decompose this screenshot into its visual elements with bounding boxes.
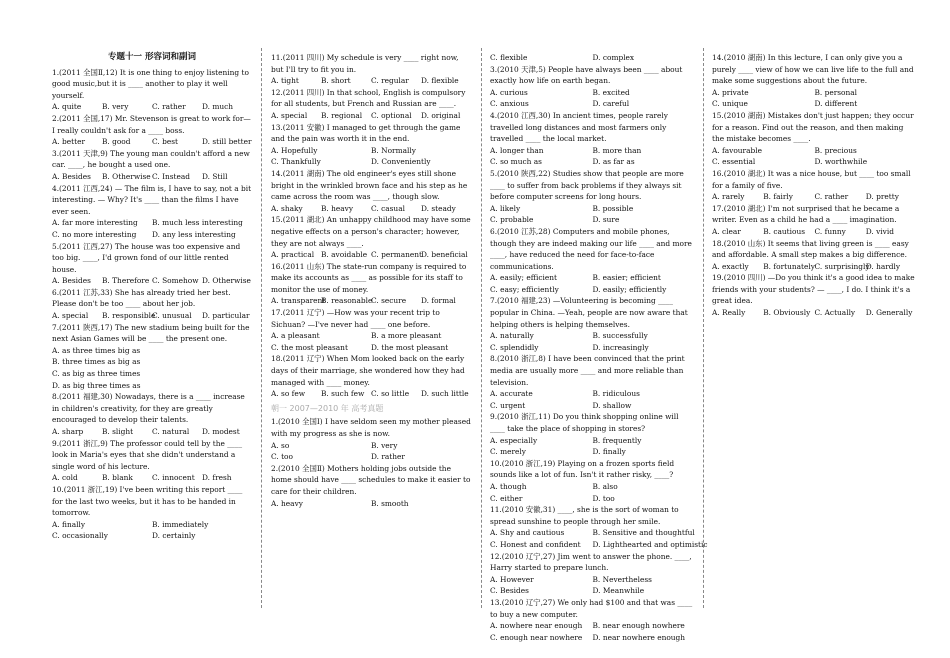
answer-option: A. Besides bbox=[52, 276, 91, 286]
question-stem: 18.(2011 辽宁) When Mom looked back on the early days of their marriage, she wondered how they had managed with ____ money. bbox=[271, 354, 465, 387]
answer-option: C. best bbox=[152, 137, 178, 147]
question bbox=[271, 122, 471, 168]
answer-option: D. shallow bbox=[592, 400, 632, 410]
question bbox=[490, 551, 695, 597]
answer-option: A. clear bbox=[712, 226, 741, 236]
answer-option: C. either bbox=[490, 493, 523, 503]
question bbox=[490, 168, 695, 226]
answer-option: A. private bbox=[712, 87, 749, 97]
answer-option: B. such few bbox=[321, 389, 365, 399]
question bbox=[271, 168, 471, 214]
answer-options bbox=[712, 261, 917, 273]
answer-options bbox=[271, 498, 471, 510]
question bbox=[52, 183, 252, 241]
answer-option: A. exactly bbox=[712, 261, 749, 271]
answer-option: C. too bbox=[271, 452, 293, 462]
answer-option: B. personal bbox=[814, 87, 858, 97]
question-stem: 13.(2011 安徽) I managed to get through the game and the pain was worth it in the end. bbox=[271, 122, 461, 144]
answer-option: B. regional bbox=[321, 110, 363, 120]
answer-option: C. rather bbox=[152, 102, 186, 112]
question-stem: 9.(2010 浙江,11) Do you think shopping online will ____ take the place of shopping in stores? bbox=[490, 412, 679, 433]
answer-options bbox=[271, 145, 471, 168]
answer-option: B. precious bbox=[814, 145, 857, 155]
answer-option: A. especially bbox=[490, 435, 538, 445]
answer-option: B. three times as big as bbox=[52, 357, 141, 367]
question bbox=[490, 504, 708, 550]
question-stem: 14.(2011 湖南) The old engineer's eyes still shone bright in the wrinkled brown face and his step as he came across the room was ____, though slow. bbox=[271, 168, 468, 202]
answer-option: A. accurate bbox=[490, 389, 533, 399]
answer-options bbox=[271, 110, 471, 122]
question bbox=[52, 113, 252, 148]
answer-options bbox=[271, 295, 471, 307]
question-stem: 7.(2010 福建,23) —Volunteering is becoming ____ popular in China. —Yeah, people are now aware that helping others is helping themselves. bbox=[490, 296, 688, 329]
question-list bbox=[271, 52, 471, 400]
question-stem: 19.(2010 四川) —Do you think it's a good idea to make friends with your students? — ____, I do. I think it's a great idea. bbox=[712, 273, 915, 306]
question-stem: 10.(2010 浙江,19) Playing on a frozen sports field sounds like a lot of fun. Isn't it rather risky, ____? bbox=[490, 458, 675, 480]
answer-option: C. rather bbox=[814, 192, 849, 202]
answer-option: D. Meanwhile bbox=[592, 586, 645, 596]
question-stem: 8.(2011 福建,30) Nowadays, there is a ____ increase in children's creativity, for they are greatly encouraged to develop their talents. bbox=[52, 392, 245, 425]
answer-option: C. merely bbox=[490, 447, 526, 457]
question bbox=[271, 463, 471, 509]
answer-option: D. the most pleasant bbox=[371, 342, 449, 352]
answer-options bbox=[490, 203, 695, 226]
question bbox=[52, 484, 252, 542]
answer-options bbox=[52, 519, 252, 542]
answer-option: B. smooth bbox=[371, 498, 409, 508]
answer-option: D. too bbox=[592, 493, 615, 503]
answer-option: B. reasonable bbox=[321, 296, 373, 306]
answer-options bbox=[271, 330, 471, 353]
answer-option: D. Generally bbox=[865, 308, 913, 318]
question-list bbox=[490, 52, 708, 643]
answer-option: C. flexible bbox=[490, 53, 528, 62]
answer-option: B. blank bbox=[102, 473, 133, 483]
answer-option: A. tight bbox=[271, 76, 299, 86]
question-stem: 10.(2011 浙江,19) I've been writing this report ____ for the last two weeks, but it has to be handed in tomorrow. bbox=[52, 484, 243, 518]
answer-option: D. flexible bbox=[421, 76, 459, 86]
answer-option: A. However bbox=[490, 574, 534, 584]
answer-options bbox=[490, 388, 695, 411]
answer-option: A. likely bbox=[490, 203, 521, 213]
answer-options bbox=[52, 426, 252, 438]
answer-option: C. so much as bbox=[490, 157, 542, 167]
answer-option: D. any less interesting bbox=[152, 229, 236, 239]
answer-option: A. favourable bbox=[712, 145, 762, 155]
question-stem: 1.(2010 全国Ⅰ) I have seldom seen my mother pleased with my progress as she is now. bbox=[271, 417, 471, 438]
question-stem: 16.(2010 湖北) It was a nice house, but ____ too small for a family of five. bbox=[712, 168, 911, 190]
answer-options bbox=[52, 101, 252, 113]
question bbox=[490, 458, 695, 504]
answer-option: C. the most pleasant bbox=[271, 342, 348, 352]
column-divider bbox=[261, 48, 262, 608]
question bbox=[490, 353, 695, 411]
answer-option: C. Actually bbox=[814, 308, 856, 318]
question-stem: 3.(2011 天津,9) The young man couldn't afford a new car. ____, he bought a used one. bbox=[52, 148, 250, 170]
answer-options bbox=[52, 345, 252, 391]
question-stem: 8.(2010 浙江,8) I have been convinced that the print media are usually more ____ and more reliable than television. bbox=[490, 354, 685, 387]
question-stem: 6.(2010 江苏,28) Computers and mobile phones, though they are indeed making our life ____ and more ____, have reduced the need for face-to-face communications. bbox=[490, 226, 692, 271]
answer-option: B. heavy bbox=[321, 203, 354, 213]
answer-option: D. increasingly bbox=[592, 342, 649, 352]
answer-option: A. naturally bbox=[490, 331, 534, 341]
answer-option: C. occasionally bbox=[52, 531, 108, 541]
answer-option: C. Instead bbox=[152, 171, 191, 181]
answer-option: A. so bbox=[271, 440, 290, 450]
answer-option: B. ridiculous bbox=[592, 389, 640, 399]
answer-option: C. funny bbox=[814, 226, 846, 236]
answer-option: D. Still bbox=[202, 171, 228, 181]
answer-option: A. practical bbox=[271, 250, 315, 260]
question-stem: 12.(2011 四川) In that school, English is compulsory for all students, but French and Russian are ____. bbox=[271, 87, 466, 109]
answer-option: A. Hopefully bbox=[271, 145, 318, 155]
answer-option: B. possible bbox=[592, 203, 634, 213]
answer-option: D. different bbox=[814, 99, 858, 109]
answer-option: D. worthwhile bbox=[814, 157, 868, 167]
answer-options bbox=[52, 136, 252, 148]
question-stem: 12.(2010 辽宁,27) Jim went to answer the phone. ____, Harry started to prepare lunch. bbox=[490, 551, 692, 573]
question bbox=[490, 226, 695, 296]
answer-option: D. formal bbox=[421, 296, 456, 306]
question-stem: 17.(2010 湖北) I'm not surprised that he became a writer. Even as a child he had a ____ imagination. bbox=[712, 203, 900, 225]
answer-option: D. easily; efficiently bbox=[592, 284, 667, 294]
answer-option: B. Normally bbox=[371, 145, 416, 155]
answer-option: B. cautious bbox=[763, 226, 806, 236]
question bbox=[712, 110, 917, 168]
answer-option: B. responsible bbox=[102, 311, 156, 321]
answer-option: B. easier; efficient bbox=[592, 273, 661, 283]
answer-options bbox=[490, 87, 695, 110]
answer-option: D. original bbox=[421, 110, 461, 120]
answer-option: A. a pleasant bbox=[271, 331, 320, 341]
question bbox=[490, 295, 695, 353]
question-list bbox=[271, 416, 471, 509]
answer-options bbox=[490, 481, 695, 504]
answer-option: C. regular bbox=[371, 76, 409, 86]
question bbox=[490, 64, 695, 110]
answer-options bbox=[712, 191, 917, 203]
answer-options bbox=[52, 171, 252, 183]
answer-option: D. near nowhere enough bbox=[592, 632, 686, 642]
answer-options bbox=[490, 52, 695, 64]
question bbox=[490, 52, 695, 64]
answer-option: C. easy; efficiently bbox=[490, 284, 559, 294]
question-stem: 6.(2011 江苏,33) She has already tried her best. Please don't be too ____ about her job. bbox=[52, 287, 231, 309]
answer-options bbox=[712, 87, 917, 110]
answer-option: D. still better bbox=[202, 137, 252, 147]
answer-option: A. cold bbox=[52, 473, 78, 483]
answer-option: A. special bbox=[271, 110, 308, 120]
answer-option: B. successfully bbox=[592, 331, 648, 341]
question bbox=[271, 416, 471, 462]
question bbox=[271, 214, 471, 260]
question bbox=[52, 322, 252, 392]
question bbox=[271, 261, 471, 307]
answer-option: D. much bbox=[202, 102, 234, 112]
answer-option: D. hardly bbox=[865, 261, 901, 271]
answer-options bbox=[490, 145, 695, 168]
question bbox=[712, 168, 917, 203]
answer-options bbox=[52, 275, 252, 287]
answer-option: A. so few bbox=[271, 389, 306, 399]
answer-option: D. vivid bbox=[865, 226, 894, 236]
answer-options bbox=[271, 203, 471, 215]
answer-option: C. unusual bbox=[152, 311, 192, 321]
column-4 bbox=[712, 52, 917, 319]
answer-option: D. certainly bbox=[152, 531, 196, 541]
answer-option: A. nowhere near enough bbox=[490, 621, 583, 631]
answer-option: A. as three times big as bbox=[52, 345, 141, 355]
answer-option: D. as far as bbox=[592, 157, 635, 167]
answer-option: B. near enough nowhere bbox=[592, 621, 685, 631]
question-stem: 14.(2010 湖南) In this lecture, I can only give you a purely ____ view of how we can live life to the full and make some suggestions about the future. bbox=[712, 53, 914, 86]
answer-option: D. pretty bbox=[865, 192, 899, 202]
answer-option: A. Besides bbox=[52, 171, 91, 181]
column-1 bbox=[52, 52, 252, 542]
answer-option: D. Conveniently bbox=[371, 157, 431, 167]
question bbox=[712, 203, 917, 238]
answer-option: A. better bbox=[52, 137, 85, 147]
answer-option: B. also bbox=[592, 481, 618, 491]
answer-option: B. slight bbox=[102, 427, 134, 436]
answer-option: B. very bbox=[371, 440, 398, 450]
answer-option: C. splendidly bbox=[490, 342, 539, 352]
answer-option: A. easily; efficient bbox=[490, 273, 557, 283]
answer-option: D. careful bbox=[592, 99, 630, 109]
column-3 bbox=[490, 52, 708, 643]
answer-option: B. very bbox=[102, 102, 129, 112]
answer-option: C. urgent bbox=[490, 400, 526, 410]
answer-option: D. Lighthearted and optimistic bbox=[592, 539, 708, 549]
answer-option: C. permanent bbox=[371, 250, 423, 260]
question-stem: 15.(2010 湖南) Mistakes don't just happen; they occur for a reason. Find out the reason, and then making the mistake becomes ____. bbox=[712, 110, 914, 144]
answer-option: C. innocent bbox=[152, 473, 195, 483]
answer-option: B. good bbox=[102, 137, 131, 147]
answer-options bbox=[490, 574, 695, 597]
question bbox=[271, 52, 471, 87]
answer-option: C. unique bbox=[712, 99, 748, 109]
answer-options bbox=[490, 330, 695, 353]
answer-option: B. Therefore bbox=[102, 276, 150, 286]
answer-option: C. Honest and confident bbox=[490, 539, 581, 549]
question-stem: 9.(2011 浙江,9) The professor could tell by the ____ look in Maria's eyes that she didn't understand a single word of his lecture. bbox=[52, 438, 243, 471]
answer-option: B. Sensitive and thoughtful bbox=[592, 528, 695, 538]
question bbox=[52, 67, 252, 113]
answer-option: B. Obviously bbox=[763, 308, 811, 318]
question-stem: 18.(2010 山东) It seems that living green is ____ easy and affordable. A small step makes a big difference. bbox=[712, 238, 909, 260]
answer-option: B. a more pleasant bbox=[371, 331, 442, 341]
answer-option: A. heavy bbox=[271, 498, 303, 508]
answer-option: D. modest bbox=[202, 427, 240, 436]
answer-option: B. Otherwise bbox=[102, 171, 151, 181]
answer-option: C. Thankfully bbox=[271, 157, 321, 167]
answer-option: A. longer than bbox=[490, 145, 544, 155]
question bbox=[52, 287, 252, 322]
column-2 bbox=[271, 52, 471, 509]
answer-option: D. fresh bbox=[202, 473, 232, 483]
question-stem: 2.(2011 全国,17) Mr. Stevenson is great to work for—I really couldn't ask for a ____ boss. bbox=[52, 113, 251, 135]
answer-option: C. so little bbox=[371, 389, 410, 399]
answer-option: B. excited bbox=[592, 87, 630, 97]
answer-option: C. enough near nowhere bbox=[490, 632, 583, 642]
answer-option: C. Somehow bbox=[152, 276, 199, 286]
answer-option: A. finally bbox=[52, 519, 86, 529]
answer-options bbox=[490, 527, 708, 550]
answer-option: B. frequently bbox=[592, 435, 642, 445]
answer-option: A. Really bbox=[712, 308, 746, 318]
answer-option: D. rather bbox=[371, 452, 405, 462]
answer-options bbox=[52, 217, 252, 240]
answer-option: B. immediately bbox=[152, 519, 209, 529]
question bbox=[712, 272, 917, 318]
question-stem: 7.(2011 陕西,17) The new stadium being built for the next Asian Games will be ____ the present one. bbox=[52, 322, 250, 344]
answer-option: A. special bbox=[52, 311, 89, 321]
page-title: 专题十一 形容词和副词 bbox=[108, 52, 196, 62]
answer-options bbox=[271, 249, 471, 261]
answer-option: B. fortunately bbox=[763, 261, 815, 271]
question-stem: 11.(2011 四川) My schedule is very ____ right now, but I'll try to fit you in. bbox=[271, 53, 459, 74]
question bbox=[271, 307, 471, 353]
answer-option: D. sure bbox=[592, 215, 620, 225]
question bbox=[271, 353, 471, 399]
answer-option: A. sharp bbox=[52, 427, 84, 436]
answer-option: C. Besides bbox=[490, 586, 529, 596]
answer-option: A. quite bbox=[52, 102, 82, 112]
answer-option: A. Shy and cautious bbox=[490, 528, 565, 538]
question bbox=[52, 391, 252, 437]
answer-options bbox=[490, 435, 695, 458]
column-divider bbox=[481, 48, 482, 608]
question-stem: 16.(2011 山东) The state-run company is required to make its accounts as ____ as possible for its staff to monitor the use of money. bbox=[271, 261, 467, 294]
answer-options bbox=[52, 310, 252, 322]
answer-option: C. natural bbox=[152, 427, 190, 436]
answer-option: B. short bbox=[321, 76, 351, 86]
answer-options bbox=[271, 75, 471, 87]
answer-options bbox=[271, 440, 471, 463]
answer-option: C. surprisingly bbox=[814, 261, 870, 271]
answer-option: D. finally bbox=[592, 447, 626, 457]
answer-option: D. beneficial bbox=[421, 250, 468, 260]
answer-option: D. such little bbox=[421, 389, 469, 399]
answer-option: D. as big three times as bbox=[52, 380, 141, 390]
question-stem: 17.(2011 辽宁) —How was your recent trip to Sichuan? —I've never had ____ one before. bbox=[271, 308, 440, 329]
question bbox=[490, 110, 695, 168]
answer-option: A. though bbox=[490, 481, 527, 491]
question-stem: 15.(2011 湖北) An unhappy childhood may have some negative effects on a person's character; however, they are not always ____. bbox=[271, 215, 471, 248]
answer-option: A. transparent bbox=[271, 296, 326, 306]
answer-option: C. essential bbox=[712, 157, 756, 167]
question-list bbox=[712, 52, 917, 319]
question bbox=[490, 597, 695, 643]
section-heading: 朝一 2007—2010 年 高考真题 bbox=[271, 403, 384, 413]
question bbox=[271, 87, 471, 122]
answer-option: C. optional bbox=[371, 110, 412, 120]
question-stem: 2.(2010 全国Ⅱ) Mothers holding jobs outside the home should have ____ schedules to make it easier to care for their children. bbox=[271, 463, 471, 496]
question bbox=[490, 411, 695, 457]
answer-option: C. secure bbox=[371, 296, 407, 306]
question-stem: 11.(2010 安徽,31) ____, she is the sort of woman to spread sunshine to people through her smile. bbox=[490, 505, 679, 526]
answer-options bbox=[712, 145, 917, 168]
answer-option: D. particular bbox=[202, 311, 250, 321]
answer-option: B. much less interesting bbox=[152, 218, 243, 228]
answer-option: D. complex bbox=[592, 53, 635, 62]
answer-option: A. shaky bbox=[271, 203, 303, 213]
answer-option: B. avoidable bbox=[321, 250, 368, 260]
question-stem: 1.(2011 全国Ⅱ,12) It is one thing to enjoy listening to good music,but it is ____ another to play it well yourself. bbox=[52, 67, 249, 100]
question bbox=[712, 52, 917, 110]
answer-option: A. curious bbox=[490, 87, 528, 97]
answer-option: C. probable bbox=[490, 215, 534, 225]
column-divider bbox=[703, 48, 704, 608]
answer-option: B. more than bbox=[592, 145, 642, 155]
answer-options bbox=[52, 472, 252, 484]
question bbox=[712, 238, 917, 273]
answer-option: C. anxious bbox=[490, 99, 529, 109]
question-stem: 4.(2011 江西,24) — The film is, I have to say, not a bit interesting. — Why? It's ____ than the films I have ever seen. bbox=[52, 183, 252, 216]
question bbox=[52, 241, 252, 287]
answer-option: A. far more interesting bbox=[52, 218, 138, 228]
answer-option: B. Nevertheless bbox=[592, 574, 652, 584]
answer-options bbox=[490, 272, 695, 295]
question-stem: 4.(2010 江西,30) In ancient times, people rarely travelled long distances and most farmers only travelled ____ the local market. bbox=[490, 110, 668, 144]
answer-options bbox=[712, 307, 917, 319]
question bbox=[52, 438, 252, 484]
answer-option: A. rarely bbox=[712, 192, 745, 202]
answer-option: C. as big as three times bbox=[52, 369, 141, 379]
question bbox=[52, 148, 252, 183]
answer-option: D. Otherwise bbox=[202, 276, 251, 286]
answer-option: D. steady bbox=[421, 203, 456, 213]
answer-options bbox=[271, 388, 471, 400]
question-stem: 5.(2010 陕西,22) Studies show that people are more ____ to suffer from back problems if they always sit before computer screens for long hours. bbox=[490, 168, 684, 202]
answer-options bbox=[712, 226, 917, 238]
question-stem: 3.(2010 天津,5) People have always been ____ about exactly how life on earth began. bbox=[490, 64, 683, 86]
question-stem: 13.(2010 辽宁,27) We only had $100 and that was ____ to buy a new computer. bbox=[490, 597, 693, 619]
answer-options bbox=[490, 620, 695, 643]
question-stem: 5.(2011 江西,27) The house was too expensive and too big. ____, I'd grown fond of our little rented house. bbox=[52, 241, 241, 274]
answer-option: C. no more interesting bbox=[52, 229, 137, 239]
question-list bbox=[52, 67, 252, 542]
answer-option: C. casual bbox=[371, 203, 405, 213]
answer-option: B. fairly bbox=[763, 192, 793, 202]
